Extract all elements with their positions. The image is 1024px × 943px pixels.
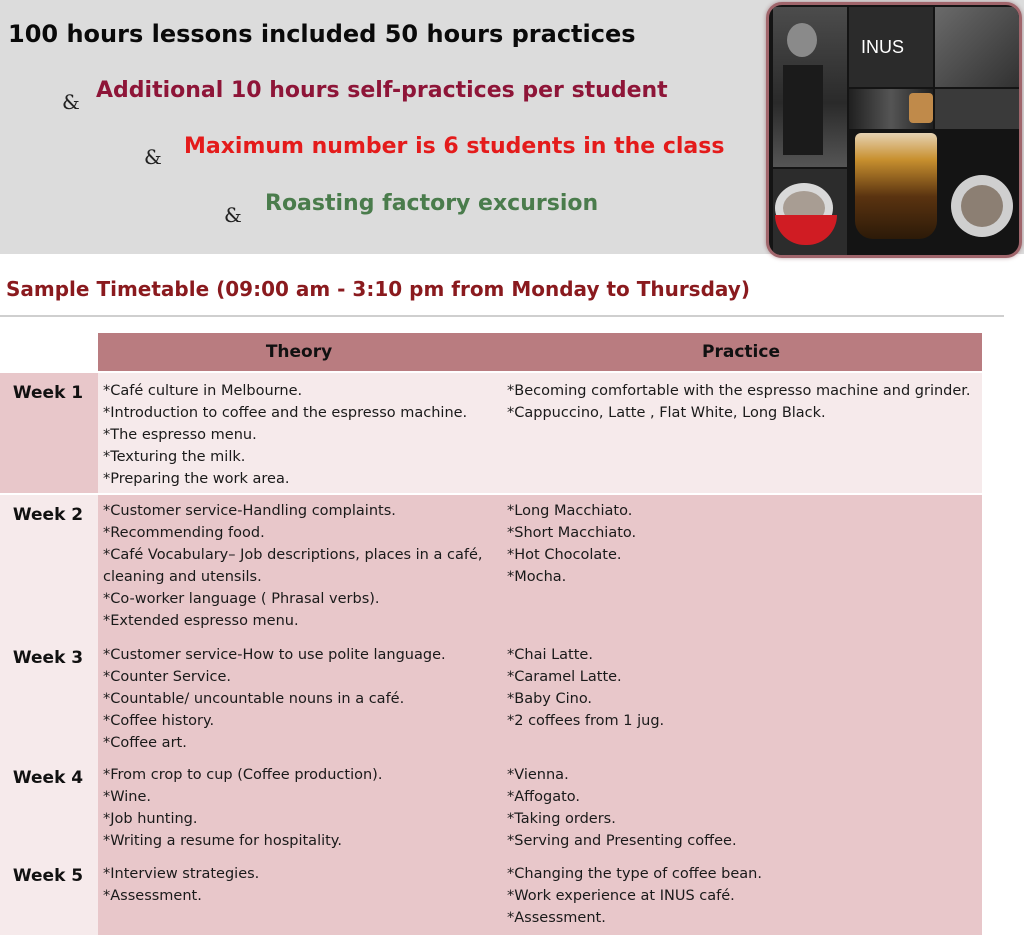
inus-logo: INUS [861,37,905,57]
week4-theory [103,764,382,852]
timetable-title: Sample Timetable (09:00 am - 3:10 pm from Monday to Thursday) [6,277,750,301]
theory-item: *Assessment. [103,888,202,904]
feature-self-practice: Additional 10 hours self-practices per student [96,78,668,103]
theory-item: *Texturing the milk. [103,449,246,465]
week5-theory [103,863,259,907]
ampersand-2: & [144,145,162,169]
week4-practice [507,764,737,852]
theory-header-label: Theory [265,342,333,362]
divider [0,315,1004,317]
practice-item: *Changing the type of coffee bean. [507,866,762,882]
theory-item: *Wine. [103,789,152,805]
theory-item: *Coffee art. [103,735,187,751]
theory-item: *Customer service-Handling complaints. [103,503,396,519]
ampersand-3: & [224,203,242,227]
theory-item: *Countable/ uncountable nouns in a café. [103,691,405,707]
theory-item: *Extended espresso menu. [103,613,299,629]
theory-item: *Job hunting. [103,811,198,827]
practice-item: *Becoming comfortable with the espresso machine and grinder. [507,383,971,399]
feature-max-students: Maximum number is 6 students in the class [184,134,725,159]
headline: 100 hours lessons included 50 hours practices [8,20,636,48]
week1-practice [507,380,971,424]
week-label: Week 5 [12,866,84,886]
coffee-photo-collage [766,2,1022,258]
ampersand-1: & [62,90,80,114]
week2-practice [507,500,636,588]
theory-header [98,333,500,371]
week2-theory [103,500,482,632]
theory-item: *Recommending food. [103,525,265,541]
practice-item: *Short Macchiato. [507,525,637,541]
theory-item: *Counter Service. [103,669,232,685]
practice-item: *Caramel Latte. [507,669,622,685]
week-label: Week 3 [12,648,84,668]
practice-item: *Affogato. [507,789,581,805]
practice-item: *Serving and Presenting coffee. [507,833,737,849]
theory-item: *Coffee history. [103,713,215,729]
theory-item: *Customer service-How to use polite language. [103,647,446,663]
week1-theory [103,380,467,490]
practice-item: *Baby Cino. [507,691,593,707]
practice-item: *Long Macchiato. [507,503,633,519]
practice-item: *Hot Chocolate. [507,547,622,563]
practice-item: *Vienna. [507,767,569,783]
theory-item: *Café Vocabulary– Job descriptions, places in a café, [103,547,483,563]
practice-item: *Chai Latte. [507,647,593,663]
theory-item: *Writing a resume for hospitality. [103,833,342,849]
practice-header [500,333,982,371]
week-label: Week 1 [12,383,84,403]
theory-item: *Co-worker language ( Phrasal verbs). [103,591,380,607]
theory-item: *Café culture in Melbourne. [103,383,303,399]
practice-item: *Assessment. [507,910,606,926]
week3-theory [103,644,446,754]
practice-item: *Taking orders. [507,811,616,827]
practice-item: *Mocha. [507,569,567,585]
practice-item: *Work experience at INUS café. [507,888,735,904]
practice-item: *2 coffees from 1 jug. [507,713,665,729]
theory-item: *From crop to cup (Coffee production). [103,767,383,783]
week3-practice [507,644,664,732]
theory-item: *Interview strategies. [103,866,260,882]
theory-item: *The espresso menu. [103,427,257,443]
theory-item: *Introduction to coffee and the espresso machine. [103,405,468,421]
week-label: Week 2 [12,505,84,525]
feature-roasting-excursion: Roasting factory excursion [265,191,599,216]
theory-item: cleaning and utensils. [103,569,262,585]
theory-item: *Preparing the work area. [103,471,290,487]
practice-item: *Cappuccino, Latte , Flat White, Long Black. [507,405,826,421]
week-label: Week 4 [12,768,84,788]
practice-header-label: Practice [702,342,780,362]
week5-practice [507,863,762,929]
